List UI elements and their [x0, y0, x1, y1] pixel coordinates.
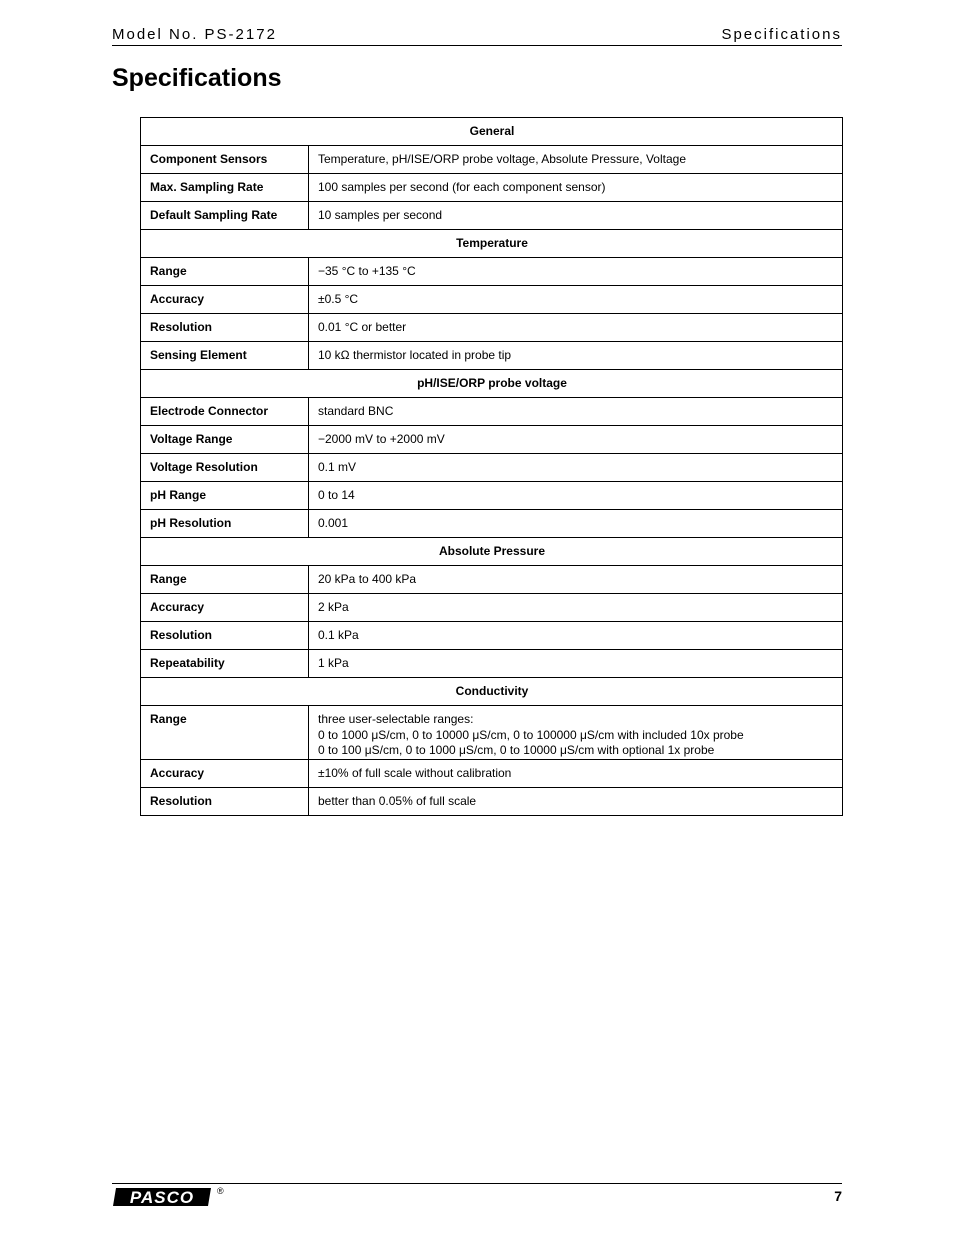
spec-value [309, 202, 843, 230]
spec-label: Range [141, 566, 309, 594]
spec-row [141, 146, 843, 174]
spec-value-line: 0.1 kPa [318, 628, 359, 642]
spec-label: Repeatability [141, 650, 309, 678]
pasco-logo [112, 1186, 212, 1208]
spec-row [141, 622, 843, 650]
spec-value [309, 706, 843, 760]
spec-row [141, 258, 843, 286]
spec-value [309, 258, 843, 286]
spec-value-line: 100 samples per second (for each component sensor) [318, 180, 606, 194]
spec-value [309, 510, 843, 538]
spec-label: Resolution [141, 787, 309, 815]
spec-row [141, 650, 843, 678]
section-header-row [141, 678, 843, 706]
spec-value [309, 342, 843, 370]
section-header-row [141, 538, 843, 566]
spec-value-line: −2000 mV to +2000 mV [318, 432, 445, 446]
spec-value-line: ±0.5 °C [318, 292, 359, 306]
spec-value [309, 426, 843, 454]
spec-label: Resolution [141, 622, 309, 650]
spec-value-line: 0.001 [318, 516, 349, 530]
running-header [112, 24, 842, 46]
spec-value-line: standard BNC [318, 404, 394, 418]
section-heading: Conductivity [141, 678, 843, 706]
specifications-table-body [141, 118, 843, 816]
spec-value [309, 146, 843, 174]
spec-label: Max. Sampling Rate [141, 174, 309, 202]
registered-mark: ® [217, 1186, 224, 1196]
spec-value [309, 566, 843, 594]
spec-value-line: 0.01 °C or better [318, 320, 407, 334]
spec-label: pH Range [141, 482, 309, 510]
spec-value-line: 10 samples per second [318, 208, 443, 222]
spec-value-line: 0.1 mV [318, 460, 357, 474]
spec-row [141, 482, 843, 510]
section-heading: pH/ISE/ORP probe voltage [141, 370, 843, 398]
page-footer [112, 1183, 842, 1214]
spec-label: Accuracy [141, 759, 309, 787]
spec-row [141, 342, 843, 370]
spec-label: Default Sampling Rate [141, 202, 309, 230]
section-header-row [141, 118, 843, 146]
spec-row [141, 202, 843, 230]
spec-value [309, 650, 843, 678]
spec-value-line: 20 kPa to 400 kPa [318, 572, 417, 586]
spec-value [309, 759, 843, 787]
spec-value-line: ±10% of full scale without calibration [318, 765, 512, 780]
spec-value-line: 0 to 100 μS/cm, 0 to 1000 μS/cm, 0 to 10000 μS/cm with optional 1x probe [318, 743, 715, 757]
section-heading: Absolute Pressure [141, 538, 843, 566]
spec-row [141, 510, 843, 538]
spec-value [309, 594, 843, 622]
spec-label: Voltage Resolution [141, 454, 309, 482]
spec-row [141, 787, 843, 815]
spec-row [141, 594, 843, 622]
spec-label: Resolution [141, 314, 309, 342]
spec-row [141, 454, 843, 482]
spec-label: Range [141, 706, 309, 760]
spec-value [309, 454, 843, 482]
spec-value [309, 787, 843, 815]
spec-label: Accuracy [141, 594, 309, 622]
spec-row [141, 398, 843, 426]
spec-value-line: 0 to 14 [318, 488, 355, 502]
spec-row [141, 286, 843, 314]
spec-row [141, 426, 843, 454]
section-header-row [141, 370, 843, 398]
model-number: Model No. PS-2172 [112, 26, 277, 43]
spec-label: Component Sensors [141, 146, 309, 174]
spec-value-line: −35 °C to +135 °C [318, 264, 416, 278]
spec-label: pH Resolution [141, 510, 309, 538]
page-number: 7 [834, 1188, 842, 1204]
spec-value-line: Temperature, pH/ISE/ORP probe voltage, Absolute Pressure, Voltage [318, 152, 686, 166]
spec-label: Range [141, 258, 309, 286]
spec-value [309, 314, 843, 342]
spec-value [309, 622, 843, 650]
spec-value-line: three user-selectable ranges: [318, 712, 474, 726]
spec-label: Electrode Connector [141, 398, 309, 426]
spec-value [309, 286, 843, 314]
spec-label: Accuracy [141, 286, 309, 314]
spec-label: Sensing Element [141, 342, 309, 370]
section-header-row [141, 230, 843, 258]
header-section-name: Specifications [721, 26, 842, 43]
pasco-logo-text: PASCO [129, 1188, 195, 1207]
spec-row [141, 566, 843, 594]
spec-value [309, 174, 843, 202]
spec-value-line: 10 kΩ thermistor located in probe tip [318, 348, 512, 362]
specifications-table [140, 117, 843, 816]
section-heading: Temperature [141, 230, 843, 258]
spec-value-line: 1 kPa [318, 656, 349, 670]
section-heading: General [141, 118, 843, 146]
spec-value-line: better than 0.05% of full scale [318, 793, 477, 808]
spec-value-line: 0 to 1000 μS/cm, 0 to 10000 μS/cm, 0 to 100000 μS/cm with included 10x probe [318, 727, 744, 742]
spec-label: Voltage Range [141, 426, 309, 454]
spec-row [141, 174, 843, 202]
spec-row [141, 759, 843, 787]
spec-row [141, 314, 843, 342]
page-title: Specifications [112, 64, 282, 92]
spec-value-line: 2 kPa [318, 600, 349, 614]
spec-value [309, 482, 843, 510]
spec-value [309, 398, 843, 426]
spec-row [141, 706, 843, 760]
